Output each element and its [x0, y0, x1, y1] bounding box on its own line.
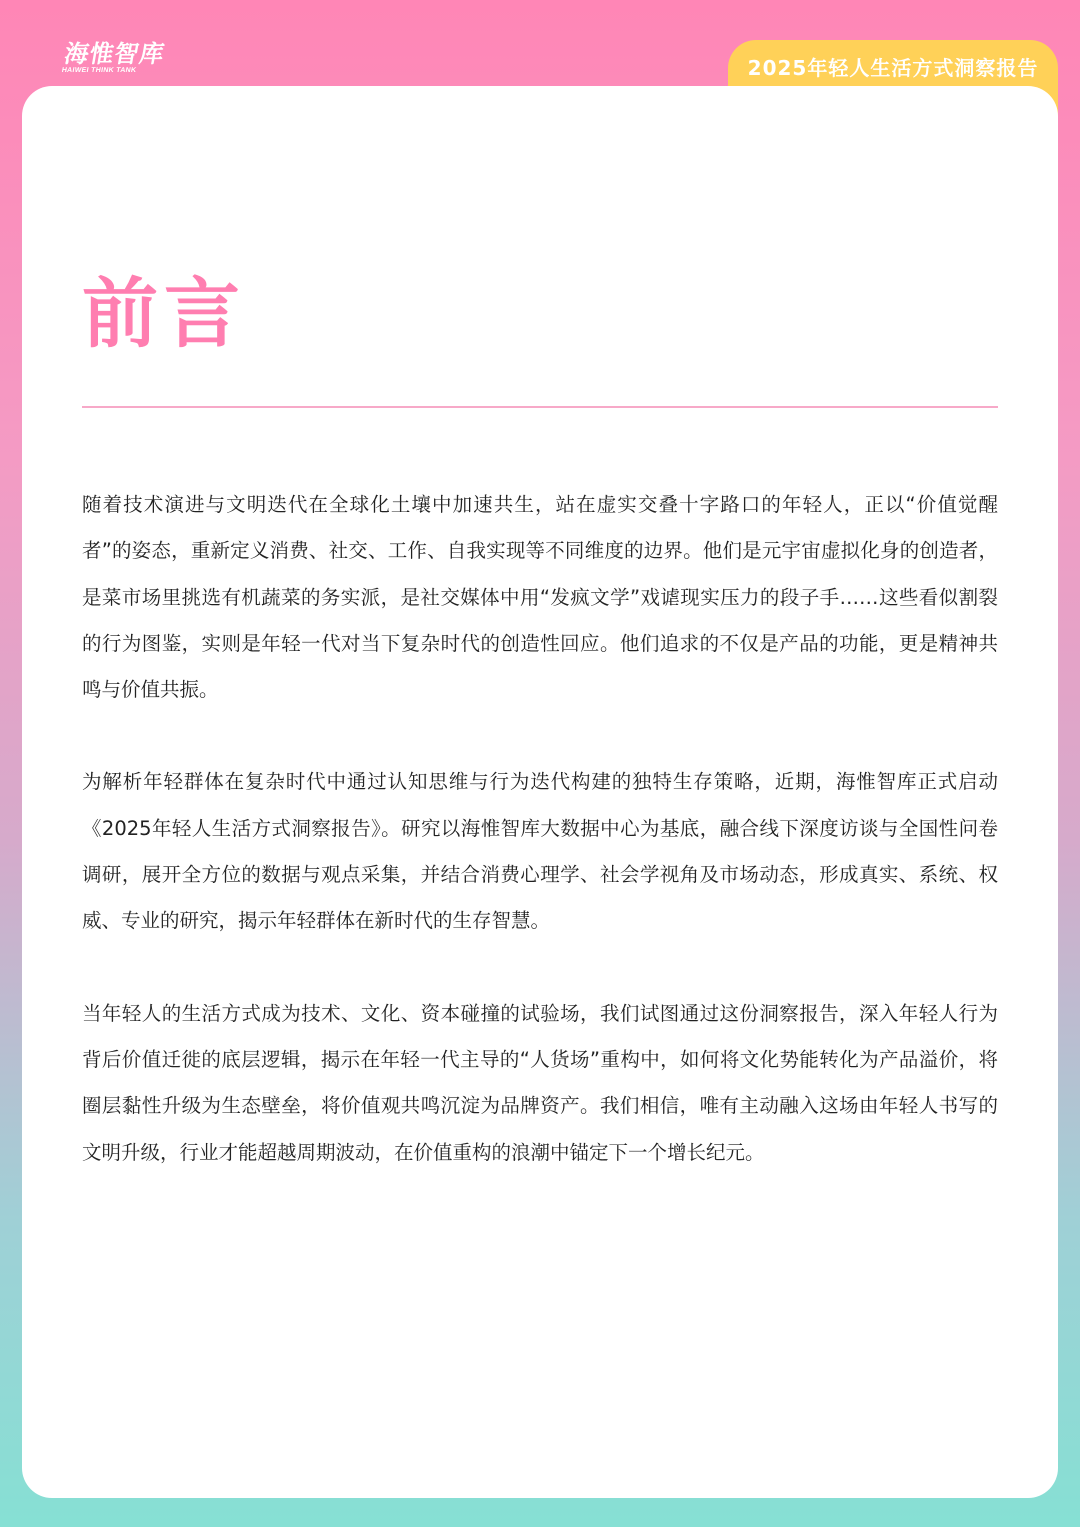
- report-title: 2025年轻人生活方式洞察报告: [747, 56, 1039, 80]
- paragraph-2: 为解析年轻群体在复杂时代中通过认知思维与行为迭代构建的独特生存策略，近期，海惟智库正式启动《2025年轻人生活方式洞察报告》。研究以海惟智库大数据中心为基底，融合线下深度访谈与全国性问卷调研，展开全方位的数据与观点采集，并结合消费心理学、社会学视角及市场动态，形成真实、系统、权威、专业的研究，揭示年轻群体在新时代的生存智慧。: [82, 770, 998, 933]
- body-text: [82, 482, 998, 1222]
- logo-text: 海惟智库: [62, 40, 168, 68]
- paragraph-1: 随着技术演进与文明迭代在全球化土壤中加速共生，站在虚实交叠十字路口的年轻人，正以“价值觉醒者”的姿态，重新定义消费、社交、工作、自我实现等不同维度的边界。他们是元宇宙虚拟化身的创造者，是菜市场里挑选有机蔬菜的务实派，是社交媒体中用“发疯文学”戏谑现实压力的段子手……这些看似割裂的行为图鉴，实则是年轻一代对当下复杂时代的创造性回应。他们追求的不仅是产品的功能，更是精神共鸣与价值共振。: [82, 493, 998, 702]
- title-divider: [82, 406, 998, 408]
- logo-subtext: HAIWEI THINK TANK: [61, 67, 137, 74]
- brand-logo: [61, 40, 167, 75]
- content-card: [22, 86, 1058, 1498]
- page-title: 前言: [82, 269, 246, 358]
- paragraph-3: 当年轻人的生活方式成为技术、文化、资本碰撞的试验场，我们试图通过这份洞察报告，深入年轻人行为背后价值迁徙的底层逻辑，揭示在年轻一代主导的“人货场”重构中，如何将文化势能转化为产品溢价，将圈层黏性升级为生态壁垒，将价值观共鸣沉淀为品牌资产。我们相信，唯有主动融入这场由年轻人书写的文明升级，行业才能超越周期波动，在价值重构的浪潮中锚定下一个增长纪元。: [82, 1001, 998, 1164]
